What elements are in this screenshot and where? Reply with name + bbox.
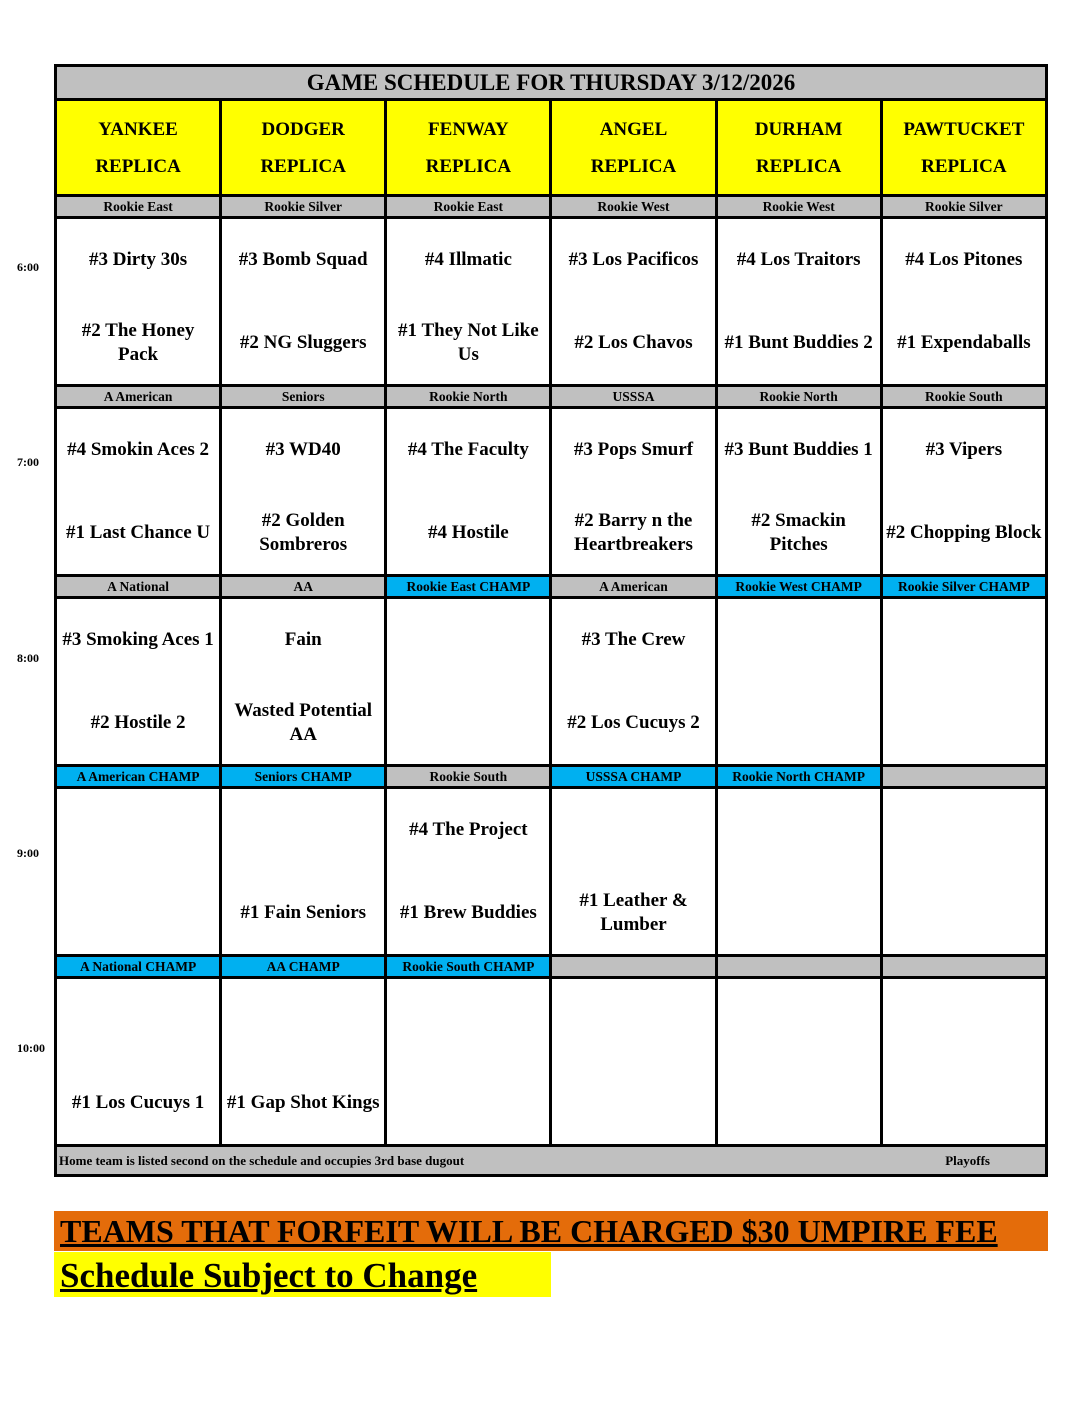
division-label: A National CHAMP [56, 956, 221, 978]
field-header [716, 100, 881, 196]
division-label: Rookie West [716, 196, 881, 218]
division-row [56, 196, 1047, 218]
game-cell [221, 598, 386, 766]
away-team: Fain [284, 629, 322, 651]
forfeit-notice: TEAMS THAT FORFEIT WILL BE CHARGED $30 UMPIRE FEE [54, 1211, 1048, 1251]
division-label [881, 956, 1046, 978]
home-team: #1 Los Cucuys 1 [71, 1091, 205, 1113]
division-label: A American [56, 386, 221, 408]
away-team [883, 599, 1045, 682]
home-team: #2 Golden Sombreros [259, 509, 348, 555]
home-team: #2 Chopping Block [886, 521, 1042, 543]
division-label: AA CHAMP [221, 956, 386, 978]
field-name: DODGER [261, 118, 345, 140]
game-row [56, 598, 1047, 766]
home-team [718, 682, 880, 765]
field-subtitle: REPLICA [260, 155, 346, 177]
playoffs-label: Playoffs [945, 1152, 990, 1168]
division-label: USSSA [551, 386, 716, 408]
division-label: Rookie South [386, 766, 551, 788]
game-cell [881, 978, 1046, 1146]
home-team [883, 1062, 1045, 1145]
game-cell [551, 978, 716, 1146]
game-row [56, 788, 1047, 956]
time-label: 10:00 [17, 1041, 45, 1055]
home-team: #1 Brew Buddies [399, 901, 537, 923]
home-team [883, 872, 1045, 955]
division-label: Rookie East [386, 196, 551, 218]
away-team: #4 The Project [409, 819, 528, 841]
division-row [56, 386, 1047, 408]
game-cell [551, 218, 716, 386]
division-label [716, 956, 881, 978]
field-subtitle: REPLICA [425, 155, 512, 177]
game-row [56, 978, 1047, 1146]
home-team: #1 They Not Like Us [398, 319, 539, 365]
home-team: #2 Los Chavos [574, 331, 693, 353]
field-header [56, 100, 221, 196]
game-cell [56, 598, 221, 766]
home-team [387, 682, 549, 765]
game-cell [221, 218, 386, 386]
field-name: ANGEL [599, 118, 668, 140]
away-team [552, 979, 714, 1062]
home-team: #2 NG Sluggers [239, 331, 367, 353]
game-cell [386, 598, 551, 766]
away-team [57, 979, 219, 1062]
home-team: #1 Bunt Buddies 2 [724, 331, 873, 353]
game-cell [881, 218, 1046, 386]
division-label: Rookie South [881, 386, 1046, 408]
time-label: 9:00 [17, 846, 39, 860]
away-team [883, 789, 1045, 872]
game-cell [386, 218, 551, 386]
game-cell [386, 978, 551, 1146]
division-label: Rookie Silver [881, 196, 1046, 218]
time-label: 7:00 [17, 455, 39, 469]
away-team: #3 Bunt Buddies 1 [724, 439, 873, 461]
home-team: #1 Expendaballs [897, 331, 1031, 353]
division-label: Rookie North [716, 386, 881, 408]
away-team: #3 Smoking Aces 1 [62, 629, 214, 651]
away-team [552, 789, 714, 872]
away-team: #4 Los Traitors [736, 249, 861, 271]
field-subtitle: REPLICA [590, 155, 677, 177]
division-label: A American CHAMP [56, 766, 221, 788]
field-name: PAWTUCKET [903, 118, 1025, 140]
division-label [881, 766, 1046, 788]
away-team [718, 789, 880, 872]
schedule-change-notice: Schedule Subject to Change [54, 1252, 551, 1297]
home-team [387, 1062, 549, 1145]
home-team: #1 Last Chance U [66, 521, 211, 543]
division-label: Seniors [221, 386, 386, 408]
away-team [387, 979, 549, 1062]
field-header [551, 100, 716, 196]
division-row [56, 576, 1047, 598]
time-label: 8:00 [17, 651, 39, 665]
away-team: #3 Dirty 30s [88, 249, 188, 271]
home-team: #2 Hostile 2 [90, 711, 186, 733]
game-cell [386, 408, 551, 576]
game-cell [221, 978, 386, 1146]
away-team: #4 Smokin Aces 2 [67, 439, 210, 461]
game-cell [881, 788, 1046, 956]
away-team [222, 789, 384, 872]
away-team [718, 979, 880, 1062]
game-cell [551, 788, 716, 956]
division-label: Rookie Silver CHAMP [881, 576, 1046, 598]
division-label: A American [551, 576, 716, 598]
field-subtitle: REPLICA [755, 155, 842, 177]
home-team [883, 682, 1045, 765]
schedule-table [54, 64, 1048, 1177]
home-team: #2 Los Cucuys 2 [567, 711, 700, 733]
away-team [387, 599, 549, 682]
home-team: #1 Fain Seniors [240, 901, 367, 923]
game-cell [716, 408, 881, 576]
away-team: #4 Los Pitones [905, 249, 1023, 271]
away-team: #4 The Faculty [407, 439, 529, 461]
game-cell [716, 218, 881, 386]
game-cell [716, 788, 881, 956]
away-team [222, 979, 384, 1062]
division-row [56, 766, 1047, 788]
home-team: #2 The Honey Pack [81, 319, 195, 365]
home-team [552, 1062, 714, 1145]
game-cell [386, 788, 551, 956]
schedule-title: GAME SCHEDULE FOR THURSDAY 3/12/2026 [56, 66, 1047, 100]
division-label: Rookie South CHAMP [386, 956, 551, 978]
game-cell [56, 788, 221, 956]
away-team [57, 789, 219, 872]
away-team: #3 Bomb Squad [238, 249, 368, 271]
division-label: USSSA CHAMP [551, 766, 716, 788]
division-label: Seniors CHAMP [221, 766, 386, 788]
away-team: #3 The Crew [581, 629, 686, 651]
field-name: FENWAY [428, 118, 509, 140]
game-row [56, 218, 1047, 386]
game-cell [56, 408, 221, 576]
home-team [57, 872, 219, 955]
game-row [56, 408, 1047, 576]
game-cell [221, 788, 386, 956]
field-header [221, 100, 386, 196]
division-label: Rookie East [56, 196, 221, 218]
division-label: Rookie Silver [221, 196, 386, 218]
division-label: A National [56, 576, 221, 598]
away-team: #4 Illmatic [424, 249, 512, 271]
field-name: YANKEE [98, 118, 178, 140]
home-team [718, 872, 880, 955]
division-label [551, 956, 716, 978]
home-team: #1 Leather & Lumber [579, 889, 688, 935]
division-label: AA [221, 576, 386, 598]
time-label: 6:00 [17, 260, 39, 274]
away-team [883, 979, 1045, 1062]
game-cell [221, 408, 386, 576]
home-team: Wasted Potential AA [234, 699, 373, 745]
field-name: DURHAM [754, 118, 843, 140]
division-label: Rookie East CHAMP [386, 576, 551, 598]
field-header [386, 100, 551, 196]
game-cell [551, 408, 716, 576]
away-team: #3 WD40 [265, 439, 341, 461]
away-team: #3 Pops Smurf [573, 439, 694, 461]
home-team: #2 Barry n the Heartbreakers [574, 509, 693, 555]
away-team [718, 599, 880, 682]
schedule-footer [56, 1146, 1047, 1176]
away-team: #3 Los Pacificos [568, 249, 699, 271]
home-team: #4 Hostile [427, 521, 509, 543]
game-cell [716, 978, 881, 1146]
home-team: #2 Smackin Pitches [751, 509, 846, 555]
field-subtitle: REPLICA [95, 155, 181, 177]
away-team: #3 Vipers [925, 439, 1003, 461]
game-cell [716, 598, 881, 766]
division-label: Rookie North CHAMP [716, 766, 881, 788]
game-cell [881, 598, 1046, 766]
home-team-note: Home team is listed second on the schedule and occupies 3rd base dugout [59, 1152, 465, 1168]
home-team: #1 Gap Shot Kings [226, 1091, 380, 1113]
game-cell [56, 978, 221, 1146]
field-header [881, 100, 1046, 196]
division-row [56, 956, 1047, 978]
division-label: Rookie North [386, 386, 551, 408]
game-cell [551, 598, 716, 766]
division-label: Rookie West CHAMP [716, 576, 881, 598]
game-cell [881, 408, 1046, 576]
field-subtitle: REPLICA [921, 155, 1007, 177]
home-team [718, 1062, 880, 1145]
game-cell [56, 218, 221, 386]
division-label: Rookie West [551, 196, 716, 218]
